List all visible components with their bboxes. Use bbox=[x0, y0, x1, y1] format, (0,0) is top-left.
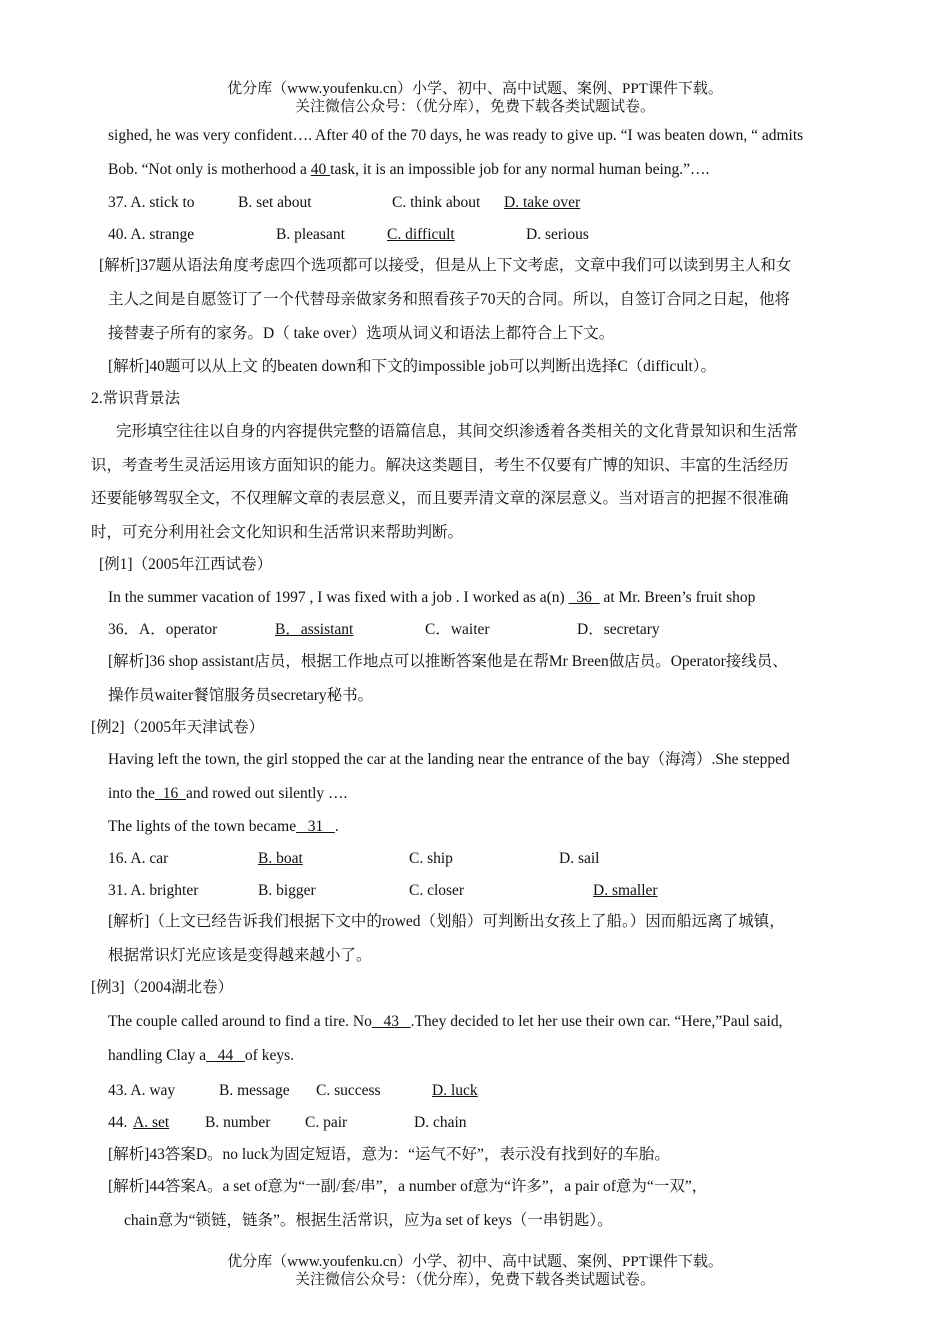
analysis-line: [解析]（上文已经告诉我们根据下文中的rowed（划船）可判断出女孩上了船。）因而船远离了城镇， bbox=[108, 913, 785, 930]
option-b-answer: B. boat bbox=[258, 850, 303, 867]
analysis-line: 接替妻子所有的家务。D（ take over）选项从词义和语法上都符合上下文。 bbox=[108, 325, 615, 342]
example-text: and rowed out silently …. bbox=[185, 785, 348, 802]
option-d: D. serious bbox=[526, 226, 589, 243]
option-a: 40. A. strange bbox=[108, 226, 195, 243]
analysis-line: [解析]44答案A。a set of意为“一副/套/串”，a number of意为“许多”，a pair of意为“一双”， bbox=[108, 1178, 708, 1195]
option-a-answer: A. set bbox=[133, 1114, 170, 1131]
option-b: B. set about bbox=[238, 194, 312, 211]
options-q40 bbox=[108, 225, 808, 245]
section-title: 2.常识背景法 bbox=[91, 390, 181, 407]
page-header-line2: 关注微信公众号：（优分库），免费下载各类试题试卷。 bbox=[294, 99, 655, 115]
example-text-line: Having left the town, the girl stopped the car at the landing near the entrance of the bay（海湾）.She stepped bbox=[108, 751, 790, 768]
blank-16: 16 bbox=[154, 785, 186, 802]
option-b-answer: B．assistant bbox=[275, 621, 354, 638]
example-text: at Mr. Breen’s fruit shop bbox=[599, 589, 756, 606]
section-paragraph-line: 完形填空往往以自身的内容提供完整的语篇信息，其间交织渗透着各类相关的文化背景知识和生活常 bbox=[116, 423, 799, 440]
analysis-line: chain意为“锁链，链条”。根据生活常识，应为a set of keys（一串钥匙）。 bbox=[124, 1212, 613, 1229]
analysis-line: 主人之间是自愿签订了一个代替母亲做家务和照看孩子70天的合同。所以，自签订合同之日起，他将 bbox=[108, 291, 791, 308]
page-footer-line1: 优分库（www.youfenku.cn）小学、初中、高中试题、案例、PPT课件下载。 bbox=[227, 1254, 723, 1270]
example-text: into the bbox=[108, 785, 155, 802]
example-text: The lights of the town became bbox=[108, 818, 297, 835]
option-a: 37. A. stick to bbox=[108, 194, 195, 211]
option-d-answer: D. smaller bbox=[593, 882, 658, 899]
option-number: 44. bbox=[108, 1114, 128, 1131]
blank-31: 31 bbox=[296, 818, 335, 835]
example-text-line bbox=[108, 784, 347, 804]
option-d-answer: D. take over bbox=[504, 194, 581, 211]
example-label: [例2]（2005年天津试卷） bbox=[91, 719, 265, 736]
option-a: 43. A. way bbox=[108, 1082, 176, 1099]
section-paragraph-line: 还要能够驾驭全文，不仅理解文章的表层意义，而且要弄清文章的深层意义。当对语言的把握不很准确 bbox=[91, 490, 789, 507]
example-text: .They decided to let her use their own car. “Here,”Paul said, bbox=[410, 1013, 783, 1030]
analysis-line: 操作员waiter餐馆服务员secretary秘书。 bbox=[108, 687, 374, 704]
example-label: [例1]（2005年江西试卷） bbox=[99, 556, 273, 573]
options-q16 bbox=[108, 849, 808, 869]
option-c-answer: C. difficult bbox=[387, 226, 455, 243]
example-text-line bbox=[108, 588, 755, 608]
option-a: 36．A．operator bbox=[108, 621, 218, 638]
option-c: C．waiter bbox=[425, 621, 490, 638]
option-b: B. bigger bbox=[258, 882, 316, 899]
example-text: of keys. bbox=[244, 1047, 294, 1064]
page-header-line1: 优分库（www.youfenku.cn）小学、初中、高中试题、案例、PPT课件下载。 bbox=[227, 81, 723, 97]
example-text: . bbox=[334, 818, 339, 835]
page-footer-line2: 关注微信公众号：（优分库），免费下载各类试题试卷。 bbox=[294, 1272, 655, 1288]
example-text-line bbox=[108, 1012, 782, 1032]
example-text: The couple called around to find a tire. No bbox=[108, 1013, 372, 1030]
option-c: C. success bbox=[316, 1082, 381, 1099]
option-a: 31. A. brighter bbox=[108, 882, 199, 899]
section-paragraph-line: 识，考查考生灵活运用该方面知识的能力。解决这类题目，考生不仅要有广博的知识、丰富的生活经历 bbox=[91, 457, 789, 474]
options-q43 bbox=[108, 1081, 808, 1101]
passage-text: task, it is an impossible job for any normal human being.”…. bbox=[330, 161, 710, 178]
options-q37 bbox=[108, 193, 808, 213]
analysis-line: [解析]37题从语法角度考虑四个选项都可以接受，但是从上下文考虑，文章中我们可以读到男主人和女 bbox=[99, 257, 792, 274]
example-text-line bbox=[108, 1046, 294, 1066]
blank-43: 43 bbox=[371, 1013, 411, 1030]
analysis-line: [解析]36 shop assistant店员，根据工作地点可以推断答案他是在帮Mr Breen做店员。Operator接线员、 bbox=[108, 653, 788, 670]
options-q31 bbox=[108, 881, 808, 901]
option-d: D. chain bbox=[414, 1114, 467, 1131]
blank-44: 44 bbox=[206, 1047, 245, 1064]
options-q44 bbox=[108, 1113, 808, 1133]
option-c: C. ship bbox=[409, 850, 453, 867]
option-b: B. pleasant bbox=[276, 226, 345, 243]
blank-40: 40 bbox=[310, 161, 331, 178]
options-q36 bbox=[108, 620, 808, 640]
option-d-answer: D. luck bbox=[432, 1082, 478, 1099]
analysis-line: 根据常识灯光应该是变得越来越小了。 bbox=[108, 947, 372, 964]
analysis-line: [解析]40题可以从上文 的beaten down和下文的impossible job可以判断出选择C（difficult）。 bbox=[108, 358, 717, 375]
passage-line bbox=[108, 160, 709, 180]
section-paragraph-line: 时，可充分利用社会文化知识和生活常识来帮助判断。 bbox=[91, 524, 464, 541]
option-a: 16. A. car bbox=[108, 850, 169, 867]
option-d: D．secretary bbox=[577, 621, 660, 638]
option-b: B. number bbox=[205, 1114, 271, 1131]
example-text: In the summer vacation of 1997 , I was fixed with a job . I worked as a(n) bbox=[108, 589, 569, 606]
example-text: handling Clay a bbox=[108, 1047, 207, 1064]
example-text-line bbox=[108, 817, 339, 837]
option-c: C. closer bbox=[409, 882, 465, 899]
option-c: C. pair bbox=[305, 1114, 348, 1131]
option-b: B. message bbox=[219, 1082, 290, 1099]
option-c: C. think about bbox=[392, 194, 481, 211]
passage-line: sighed, he was very confident…. After 40 of the 70 days, he was ready to give up. “I was beaten down, “ admits bbox=[108, 127, 804, 144]
analysis-line: [解析]43答案D。no luck为固定短语，意为：“运气不好”，表示没有找到好的车胎。 bbox=[108, 1146, 670, 1163]
blank-36: 36 bbox=[568, 589, 600, 606]
example-label: [例3]（2004湖北卷） bbox=[91, 979, 234, 996]
option-d: D. sail bbox=[559, 850, 600, 867]
passage-text: Bob. “Not only is motherhood a bbox=[108, 161, 311, 178]
